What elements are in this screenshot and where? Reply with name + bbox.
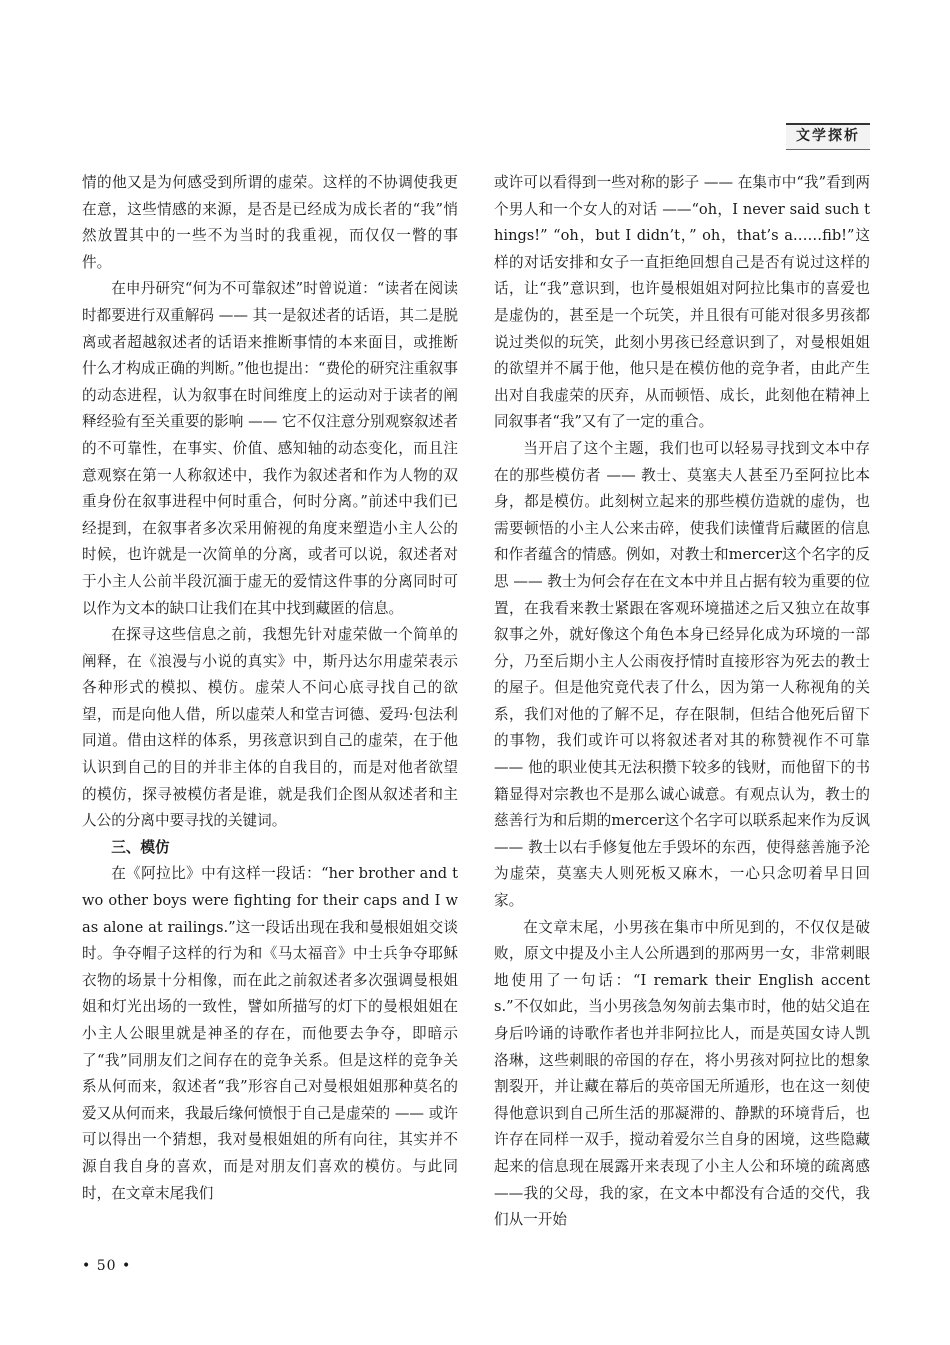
left-paragraph-3: 在探寻这些信息之前，我想先针对虚荣做一个简单的阐释，在《浪漫与小说的真实》中，斯丹达尔用虚荣表示各种形式的模拟、模仿。虚荣人不问心底寻找自己的欲望，而是向他人借，所以虚荣人和堂吉诃德、爱玛·包法利同道。借由这样的体系，男孩意识到自己的虚荣，在于他认识到自己的目的并非主体的自我目的，而是对他者欲望的模仿，探寻被模仿者是谁，就是我们企图从叙述者和主人公的分离中要寻找的关键词。: [82, 626, 458, 830]
left-paragraph-4: 在《阿拉比》中有这样一段话：“her brother and two other boys were fighting for their caps and I was alone at railings.”这一段话出现在我和曼根姐姐交谈时。争夺帽子这样的行为和《马太福音》中士兵争夺耶稣衣物的场景十分相像，而在此之前叙述者多次强调曼根姐姐和灯光出场的一致性，譬如所描写的灯下的曼根姐姐在小主人公眼里就是神圣的存在，而他要去争夺，即暗示了“我”同朋友们之间存在的竞争关系。但是这样的竞争关系从何而来，叙述者“我”形容自己对曼根姐姐那种莫名的爱又从何而来，我最后缘何愤恨于自己是虚荣的 —— 或许可以得出一个猜想，我对曼根姐姐的所有向往，其实并不源自我自身的喜欢，而是对朋友们喜欢的模仿。与此同时，在文章末尾我们: [82, 865, 458, 1202]
left-paragraph-1: 情的他又是为何感受到所谓的虚荣。这样的不协调使我更在意，这些情感的来源，是否是已经成为成长者的“我”悄然放置其中的一些不为当时的我重视，而仅仅一瞥的事件。: [82, 174, 458, 271]
section-heading: 三、模仿: [111, 838, 170, 856]
right-paragraph-1: 或许可以看得到一些对称的影子 —— 在集市中“我”看到两个男人和一个女人的对话 ——“oh，I never said such things!” “oh，but I didn’t，” oh，that’s a……fib!”这样的对话安排和女子一直拒绝回想自己是否有说过这样的话，让“我”意识到，也许曼根姐姐对阿拉比集市的喜爱也是虚伪的，甚至是一个玩笑，并且很有可能对很多男孩都说过类似的玩笑，此刻小男孩已经意识到了，对曼根姐姐的欲望并不属于他，他只是在模仿他的竞争者，由此产生出对自我虚荣的厌弃，从而顿悟、成长，此刻他在精神上同叙事者“我”又有了一定的重合。: [494, 174, 870, 431]
right-paragraph-3: 在文章末尾，小男孩在集市中所见到的，不仅仅是破败，原文中提及小主人公所遇到的那两男一女，非常刺眼地使用了一句话：“I remark their English accents.”不仅如此，当小男孩急匆匆前去集市时，他的姑父追在身后吟诵的诗歌作者也并非阿拉比人，而是英国女诗人凯洛琳，这些刺眼的帝国的存在，将小男孩对阿拉比的想象割裂开，并让藏在幕后的英帝国无所遁形，也在这一刻使得他意识到自己所生活的那凝滞的、静默的环境背后，也许存在同样一双手，搅动着爱尔兰自身的困境，这些隐藏起来的信息现在展露开来表现了小主人公和环境的疏离感——我的父母，我的家，在文本中都没有合适的交代，我们从一开始: [494, 918, 870, 1229]
left-column: [82, 170, 458, 1207]
right-column: [494, 170, 870, 1234]
left-paragraph-2: 在申丹研究“何为不可靠叙述”时曾说道：“读者在阅读时都要进行双重解码 —— 其一是叙述者的话语，其二是脱离或者超越叙述者的话语来推断事情的本来面目，或推断什么才构成正确的判断。”他也提出：“费伦的研究注重叙事的动态进程，认为叙事在时间维度上的运动对于读者的阐释经验有至关重要的影响 —— 它不仅注意分别观察叙述者的不可靠性，在事实、价值、感知轴的动态变化，而且注意观察在第一人称叙述中，我作为叙述者和作为人物的双重身份在叙事进程中何时重合，何时分离。”前述中我们已经提到，在叙事者多次采用俯视的角度来塑造小主人公的时候，也许就是一次简单的分离，或者可以说，叙述者对于小主人公前半段沉湎于虚无的爱情这件事的分离同时可以作为文本的缺口让我们在其中找到藏匿的信息。: [82, 280, 458, 617]
right-paragraph-2: 当开启了这个主题，我们也可以轻易寻找到文本中存在的那些模仿者 —— 教士、莫塞夫人甚至乃至阿拉比本身，都是模仿。此刻树立起来的那些模仿造就的虚伪，也需要顿悟的小主人公来击碎，使我们读懂背后藏匿的信息和作者蕴含的情感。例如，对教士和mercer这个名字的反思 —— 教士为何会存在在文本中并且占据有较为重要的位置，在我看来教士紧跟在客观环境描述之后又独立在故事叙事之外，就好像这个角色本身已经异化成为环境的一部分，乃至后期小主人公雨夜抒情时直接形容为死去的教士的屋子。但是他究竟代表了什么，因为第一人称视角的关系，我们对他的了解不足，存在限制，但结合他死后留下的事物，我们或许可以将叙述者对其的称赞视作不可靠 —— 他的职业使其无法积攒下较多的钱财，而他留下的书籍显得对宗教也不是那么诚心诚意。有观点认为，教士的慈善行为和后期的mercer这个名字可以联系起来作为反讽 —— 教士以右手修复他左手毁坏的东西，使得慈善施予沦为虚荣，莫塞夫人则死板又麻木，一心只念叨着早日回家。: [494, 439, 870, 910]
section-tag: 文学探析: [786, 123, 870, 150]
page-number: • 50 •: [82, 1258, 132, 1274]
